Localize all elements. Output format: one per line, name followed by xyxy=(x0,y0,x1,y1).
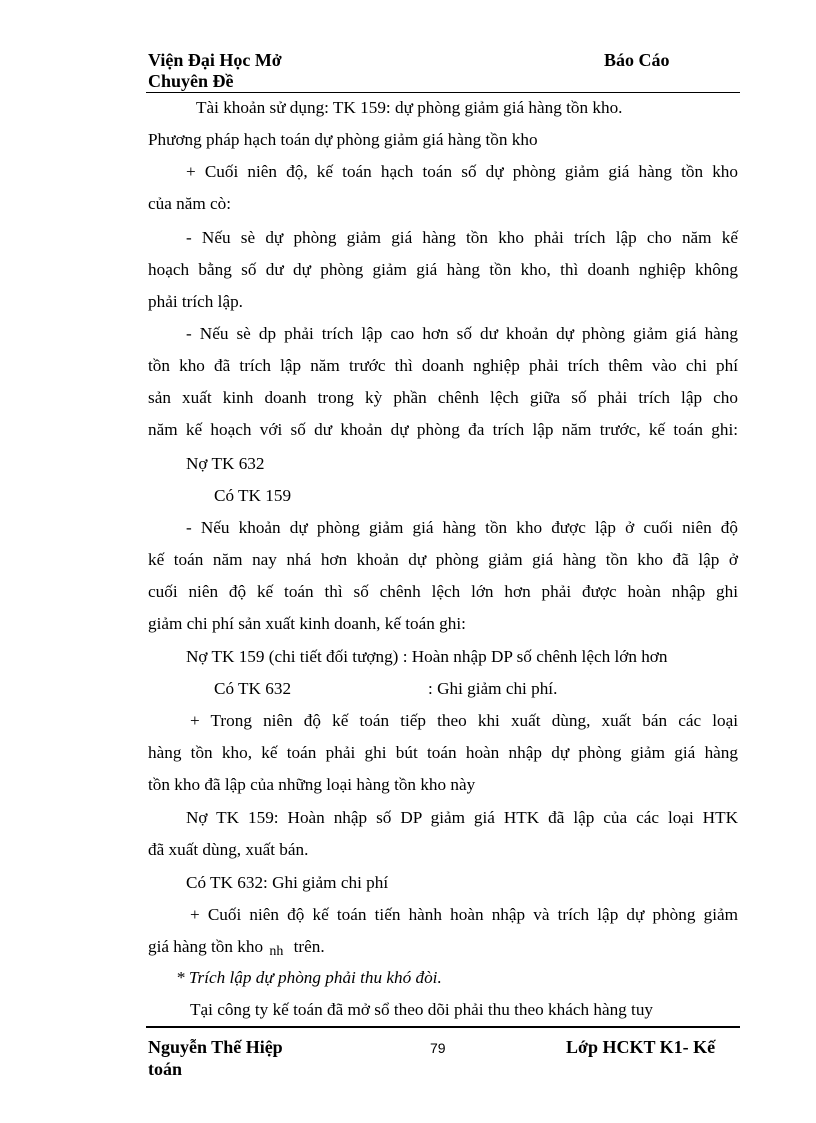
journal-entry-credit: Có TK 632 xyxy=(214,679,292,698)
journal-entry-note: : Ghi giảm chi phí. xyxy=(428,679,558,698)
paragraph-line: Tài khoản sử dụng: TK 159: dự phòng giảm giá hàng tồn kho. xyxy=(196,98,623,117)
paragraph-line: Tại công ty kế toán đã mở sổ theo dõi phải thu theo khách hàng tuy xyxy=(190,1000,654,1019)
paragraph-line: hàng tồn kho, kế toán phải ghi bút toán hoàn nhập dự phòng giảm giá hàng xyxy=(148,743,738,762)
paragraph-line: - Nếu khoản dự phòng giảm giá hàng tồn kho được lập ở cuối niên độ xyxy=(186,518,738,537)
journal-entry-debit: Nợ TK 159 (chi tiết đối tượng) : Hoàn nhập DP số chênh lệch lớn hơn xyxy=(186,647,668,666)
header-report-label: Báo Cáo xyxy=(604,50,670,70)
paragraph-line: cuối niên độ kế toán thì số chênh lệch lớn hơn phải được hoàn nhập ghi xyxy=(148,582,738,601)
paragraph-line xyxy=(148,937,325,959)
paragraph-line: Phương pháp hạch toán dự phòng giảm giá hàng tồn kho xyxy=(148,130,538,149)
page-number: 79 xyxy=(430,1040,446,1056)
section-heading-italic: * Trích lập dự phòng phải thu khó đòi. xyxy=(176,968,442,987)
footer-author-cont: toán xyxy=(148,1059,183,1079)
footer-author: Nguyễn Thế Hiệp xyxy=(148,1037,283,1057)
footer-class: Lớp HCKT K1- Kế xyxy=(566,1037,716,1057)
text-fragment-small: nh xyxy=(269,944,284,959)
paragraph-line: phải trích lập. xyxy=(148,292,243,311)
paragraph-line: giảm chi phí sản xuất kinh doanh, kế toán ghi: xyxy=(148,614,466,633)
paragraph-line: của năm cò: xyxy=(148,194,232,213)
paragraph-line: năm kế hoạch với số dư khoản dự phòng đa trích lập năm trước, kế toán ghi: xyxy=(148,420,738,439)
paragraph-line: hoạch bằng số dư dự phòng giảm giá hàng tồn kho, thì doanh nghiệp không xyxy=(148,260,738,279)
paragraph-line: kế toán năm nay nhá hơn khoản dự phòng giảm giá hàng tồn kho đã lập ở xyxy=(148,550,738,569)
text-fragment: trên. xyxy=(293,937,325,956)
journal-entry-debit: Nợ TK 632 xyxy=(186,454,265,473)
paragraph-line: tồn kho đã lập của những loại hàng tồn kho này xyxy=(148,775,476,794)
paragraph-line: - Nếu sè dự phòng giảm giá hàng tồn kho phải trích lập cho năm kế xyxy=(186,228,738,247)
header-subject: Chuyên Đề xyxy=(148,71,234,91)
paragraph-line: sản xuất kinh doanh trong kỳ phần chênh lệch giữa số phải trích lập cho xyxy=(148,388,738,407)
header-rule xyxy=(146,92,740,93)
text-fragment: giá hàng tồn kho xyxy=(148,937,264,956)
paragraph-line: đã xuất dùng, xuất bán. xyxy=(148,840,309,859)
paragraph-line: tồn kho đã trích lập năm trước thì doanh nghiệp phải trích thêm vào chi phí xyxy=(148,356,738,375)
journal-entry-credit: Có TK 632: Ghi giảm chi phí xyxy=(186,873,389,892)
footer-left xyxy=(148,1036,283,1080)
footer-rule xyxy=(146,1026,740,1028)
paragraph-line: - Nếu sè dp phải trích lập cao hơn số dư khoản dự phòng giảm giá hàng xyxy=(186,324,738,343)
paragraph-line: + Cuối niên độ kế toán tiến hành hoàn nhập và trích lập dự phòng giảm xyxy=(190,905,738,924)
header-left xyxy=(148,50,282,92)
paragraph-line: + Cuối niên độ, kế toán hạch toán số dự phòng giảm giá hàng tồn kho xyxy=(186,162,738,181)
header-institution: Viện Đại Học Mở xyxy=(148,50,282,70)
journal-entry-credit: Có TK 159 xyxy=(214,486,292,505)
paragraph-line: + Trong niên độ kế toán tiếp theo khi xuất dùng, xuất bán các loại xyxy=(190,711,738,730)
journal-entry-debit: Nợ TK 159: Hoàn nhập số DP giảm giá HTK đã lập của các loại HTK xyxy=(186,808,738,827)
